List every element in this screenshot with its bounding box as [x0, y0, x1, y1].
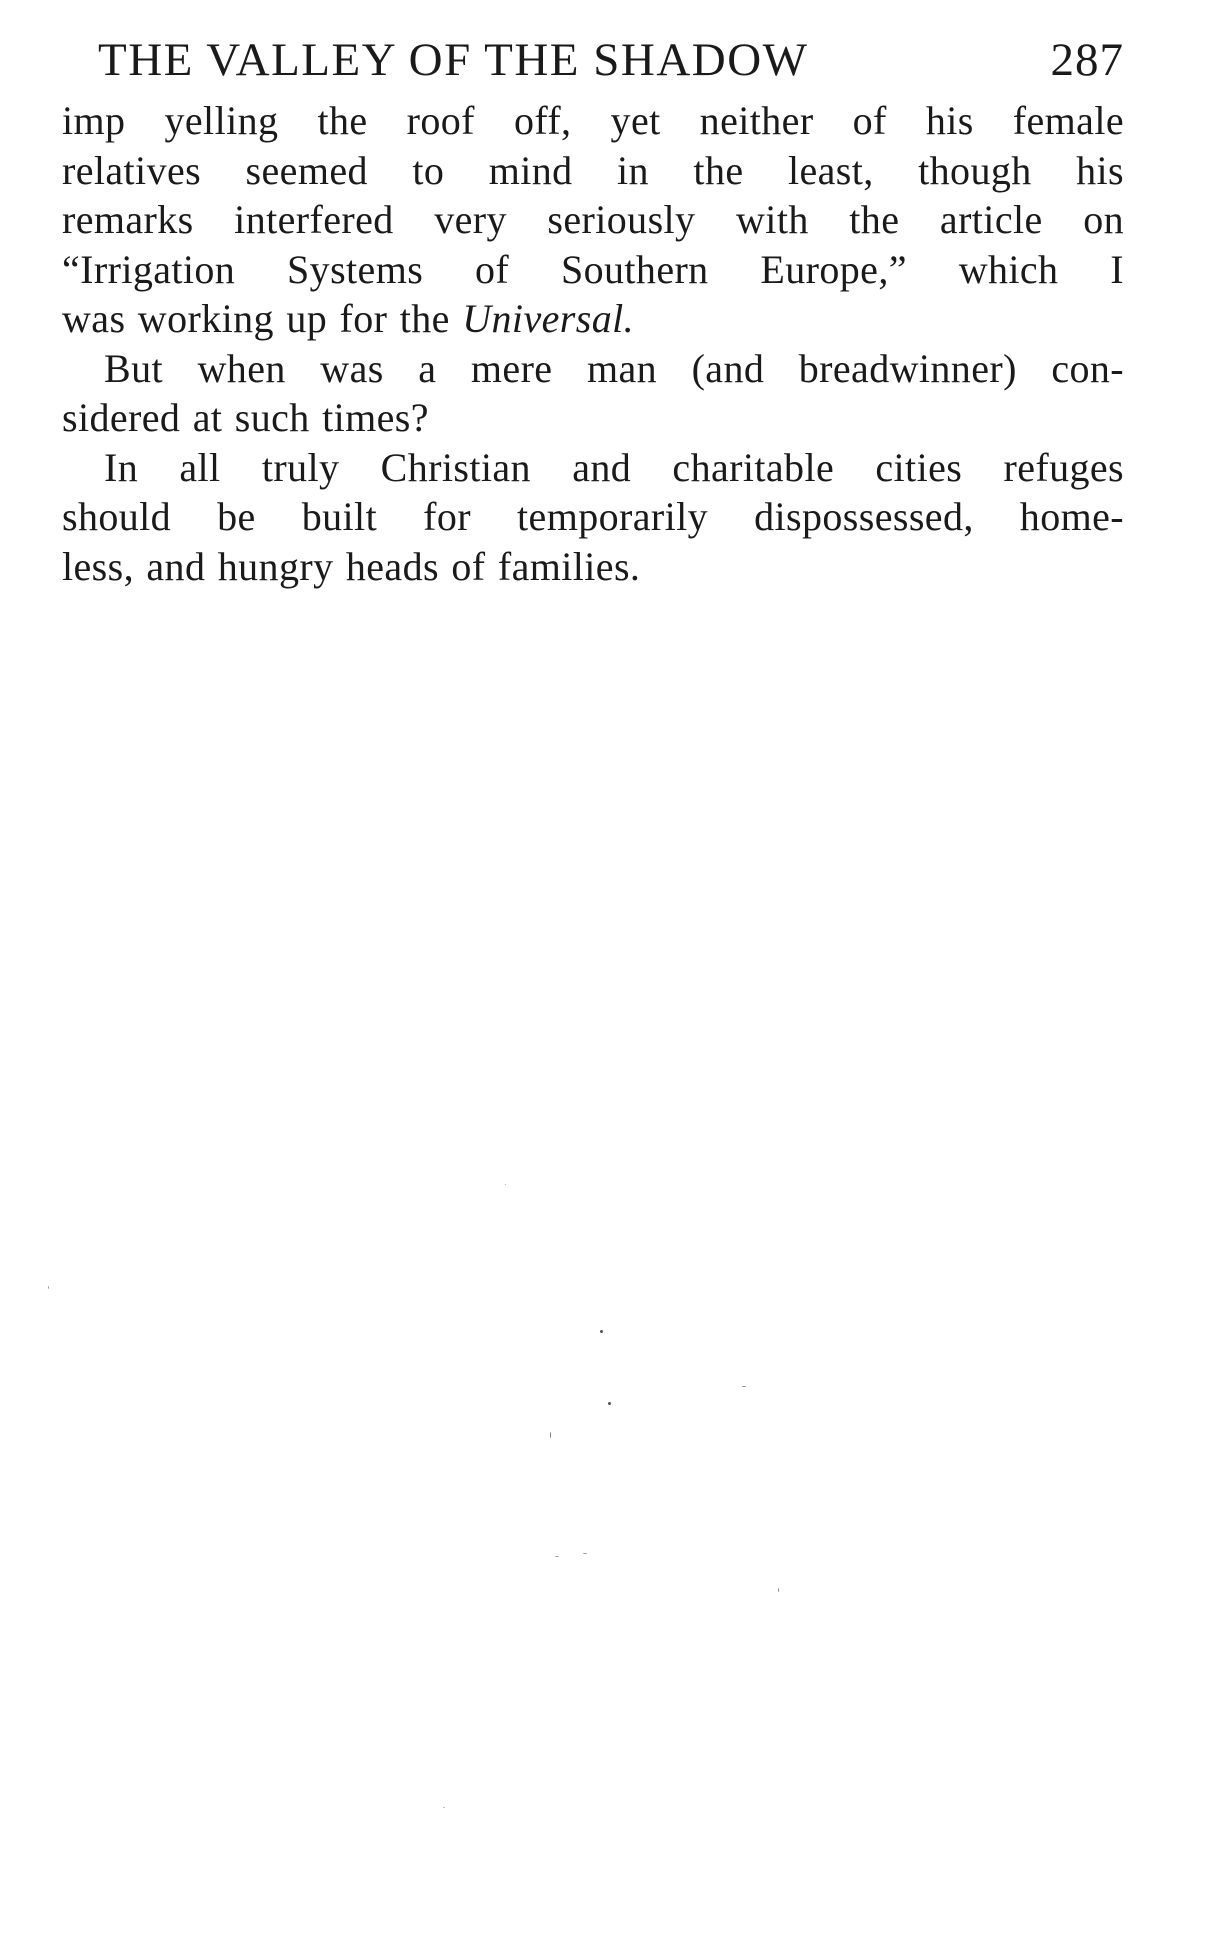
- text-line: “Irrigation Systems of Southern Europe,” which I: [62, 246, 1124, 292]
- paragraph: [62, 96, 1124, 344]
- running-title: THE VALLEY OF THE SHADOW: [98, 34, 809, 86]
- body-text: [62, 96, 1124, 591]
- text-line: relatives seemed to mind in the least, though his: [62, 147, 1124, 193]
- text-line: In all truly Christian and charitable cities refuges: [104, 444, 1124, 490]
- text-line: should be built for temporarily dispossessed, home-: [62, 494, 1124, 539]
- text-run: was working up for the: [62, 296, 463, 341]
- paper-speck: [505, 1184, 506, 1185]
- text-line: imp yelling the roof off, yet neither of his female: [62, 98, 1124, 143]
- paper-speck: [600, 1330, 603, 1333]
- paper-speck: [555, 1556, 559, 1557]
- paragraph: [62, 344, 1124, 443]
- paper-speck: [550, 1432, 551, 1438]
- book-page: [62, 28, 1124, 591]
- paper-speck: [48, 1286, 49, 1289]
- publication-title: Universal.: [462, 296, 635, 341]
- text-line: less, and hungry heads of families.: [62, 543, 641, 589]
- paper-speck: [583, 1553, 587, 1554]
- text-line: sidered at such times?: [62, 395, 429, 440]
- text-line: remarks interfered very seriously with the article on: [62, 197, 1124, 242]
- paper-speck: [742, 1386, 746, 1387]
- paragraph: [62, 443, 1124, 592]
- paper-speck: [608, 1402, 611, 1405]
- running-head: [62, 28, 1124, 92]
- paper-speck: [778, 1588, 779, 1592]
- page-number: 287: [1050, 34, 1124, 86]
- text-line: But when was a mere man (and breadwinner) con-: [104, 345, 1124, 391]
- paper-speck: [443, 1807, 445, 1808]
- text-line: [62, 294, 1124, 344]
